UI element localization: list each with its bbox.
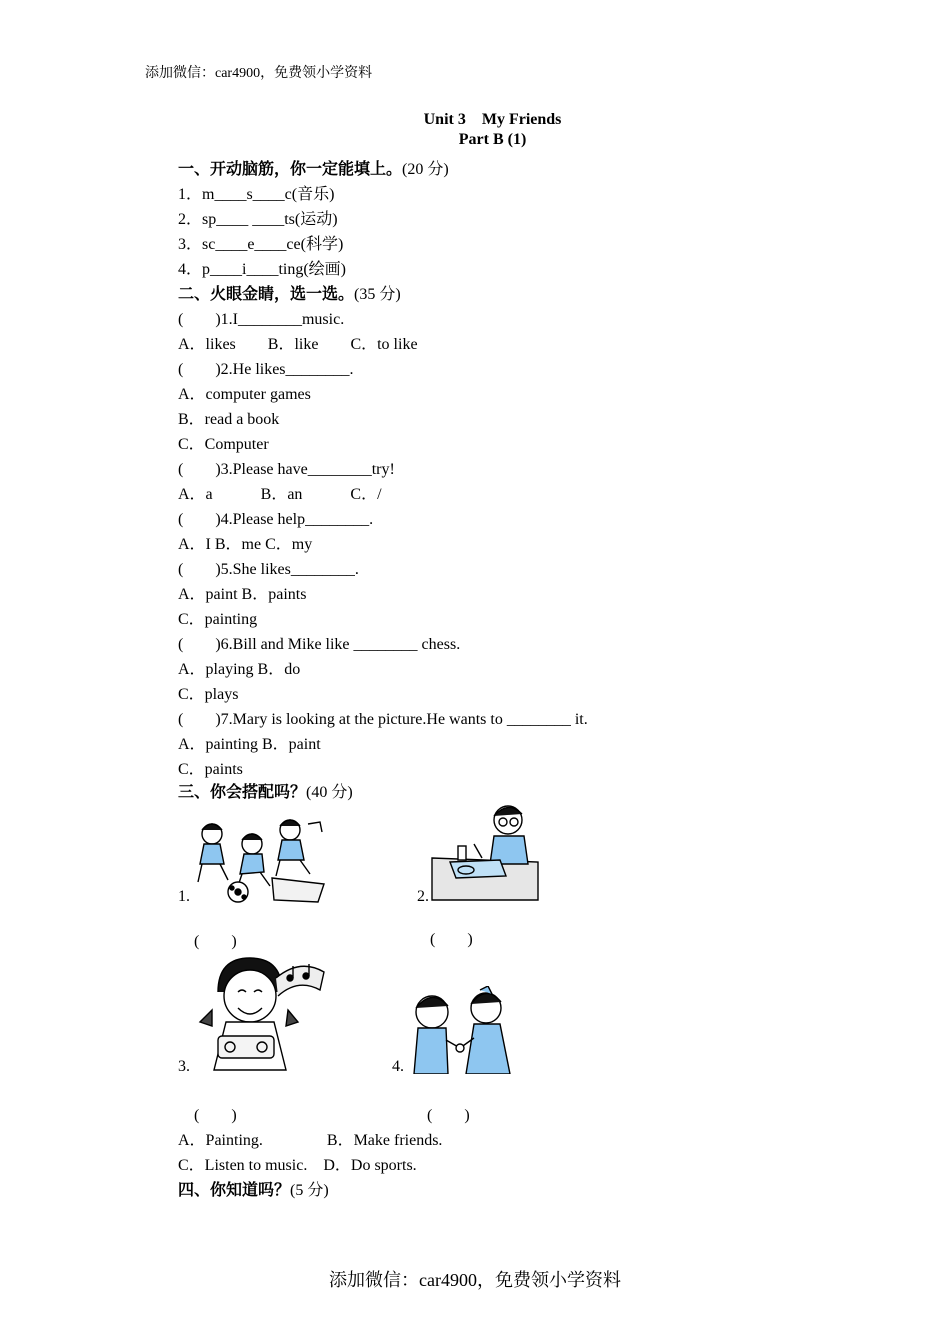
s1-item-1: 1．m____s____c(音乐)	[178, 186, 335, 203]
s2-line: ( )6.Bill and Mike like ________ chess.	[178, 636, 461, 653]
kids-shaking-hands-image	[404, 986, 514, 1074]
s2-line: B．read a book	[178, 411, 280, 428]
watermark-top: 添加微信：car4900，免费领小学资料	[145, 66, 373, 81]
part-title: Part B (1)	[458, 131, 527, 148]
s2-line: A．playing B．do	[178, 661, 301, 678]
kids-playing-football-image	[190, 812, 326, 904]
s2-line: ( )7.Mary is looking at the picture.He wants to ________ it.	[178, 711, 588, 728]
s1-item-3: 3．sc____e____ce(科学)	[178, 236, 344, 253]
s2-line: ( )1.I________music.	[178, 311, 345, 328]
s2-line: C．plays	[178, 686, 239, 703]
s2-line: A．computer games	[178, 386, 311, 403]
section2-heading-text: 二、火眼金睛，选一选。	[178, 286, 355, 303]
section1-score: (20 分)	[402, 161, 449, 178]
answer-blank-2[interactable]: ( )	[430, 931, 473, 948]
unit-title: Unit 3 My Friends	[423, 111, 562, 128]
s2-line: C．paints	[178, 761, 243, 778]
s2-line: ( )2.He likes________.	[178, 361, 354, 378]
s1-item-2: 2．sp____ ____ts(运动)	[178, 211, 338, 228]
s2-line: A．I B．me C．my	[178, 536, 313, 553]
section1-heading-text: 一、开动脑筋，你一定能填上。	[178, 161, 403, 178]
match-label-2: 2.	[417, 888, 429, 905]
match-options-2: C．Listen to music. D．Do sports.	[178, 1157, 417, 1174]
section2-score: (35 分)	[354, 286, 401, 303]
section4-heading-text: 四、你知道吗？	[178, 1182, 291, 1199]
s2-line: A．likes B．like C．to like	[178, 336, 418, 353]
s2-line: ( )4.Please help________.	[178, 511, 374, 528]
s2-line: C．painting	[178, 611, 258, 628]
s2-line: A．paint B．paints	[178, 586, 307, 603]
section3-score: (40 分)	[306, 784, 353, 801]
section4-score: (5 分)	[290, 1182, 329, 1199]
watermark-bottom: 添加微信：car4900，免费领小学资料	[329, 1270, 621, 1290]
s2-line: A．painting B．paint	[178, 736, 321, 753]
girl-listening-music-image	[190, 948, 326, 1072]
answer-blank-1[interactable]: ( )	[194, 933, 237, 950]
match-label-3: 3.	[178, 1058, 190, 1075]
section3-heading	[178, 779, 353, 802]
match-label-4: 4.	[392, 1058, 404, 1075]
section2-heading	[178, 281, 401, 304]
s2-line: A．a B．an C．/	[178, 486, 382, 503]
match-options-1: A．Painting. B．Make friends.	[178, 1132, 443, 1149]
section3-heading-text: 三、你会搭配吗？	[178, 784, 307, 801]
section4-heading	[178, 1177, 329, 1200]
s2-line: ( )5.She likes________.	[178, 561, 359, 578]
answer-blank-3[interactable]: ( )	[194, 1107, 237, 1124]
s1-item-4: 4．p____i____ting(绘画)	[178, 261, 346, 278]
s2-line: C．Computer	[178, 436, 269, 453]
section1-heading	[178, 156, 449, 179]
answer-blank-4[interactable]: ( )	[427, 1107, 470, 1124]
s2-line: ( )3.Please have________try!	[178, 461, 395, 478]
boy-painting-image	[430, 800, 540, 902]
match-label-1: 1.	[178, 888, 190, 905]
